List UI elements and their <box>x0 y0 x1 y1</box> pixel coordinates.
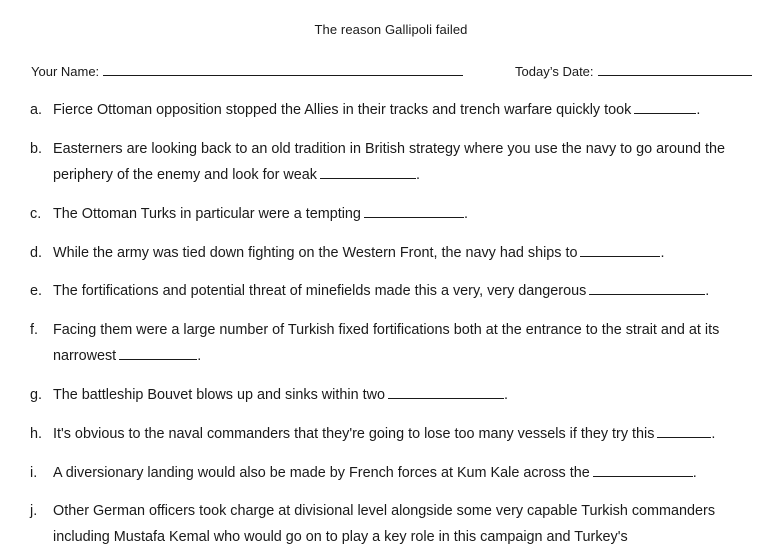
question-label: b. <box>30 141 43 157</box>
question-i <box>30 460 758 486</box>
answer-blank[interactable] <box>593 462 693 477</box>
question-f <box>30 317 758 369</box>
question-text: The fortifications and potential threat of minefields made this a very, very dangerous <box>53 283 587 299</box>
question-text: Other German officers took charge at divisional level alongside some very capable Turkish commanders including Mustafa Kemal who would go on to play a key role in this campaign and Turkey's <box>53 503 716 545</box>
question-end: . <box>660 245 665 261</box>
question-c <box>30 201 758 227</box>
answer-blank[interactable] <box>364 203 464 218</box>
date-blank-line[interactable] <box>598 63 752 76</box>
question-label: d. <box>30 245 43 261</box>
worksheet-title: The reason Gallipoli failed <box>314 22 468 37</box>
question-text: Easterners are looking back to an old tradition in British strategy where you use the navy to go around the periphery of the enemy and look for weak <box>53 141 725 183</box>
question-label: i. <box>30 465 38 481</box>
question-text: Facing them were a large number of Turkish fixed fortifications both at the entrance to the strait and at its narrowest <box>53 322 720 364</box>
question-h <box>30 421 758 447</box>
answer-blank[interactable] <box>119 345 197 360</box>
question-g <box>30 382 758 408</box>
question-end: . <box>696 102 701 118</box>
question-label: g. <box>30 387 43 403</box>
question-end: . <box>463 206 468 222</box>
question-end: . <box>415 167 420 183</box>
answer-blank[interactable] <box>320 164 416 179</box>
question-a <box>30 97 758 123</box>
question-j <box>30 498 758 550</box>
question-text: While the army was tied down fighting on the Western Front, the navy had ships to <box>53 245 578 261</box>
question-text: A diversionary landing would also be made by French forces at Kum Kale across the <box>53 465 590 481</box>
name-field <box>31 63 463 79</box>
answer-blank[interactable] <box>657 423 711 438</box>
date-field <box>515 63 752 79</box>
question-end: . <box>711 426 716 442</box>
question-label: j. <box>30 503 38 519</box>
question-end: . <box>503 387 508 403</box>
question-b <box>30 136 758 188</box>
answer-blank[interactable] <box>589 280 705 295</box>
question-e <box>30 278 758 304</box>
answer-blank[interactable] <box>634 99 696 114</box>
answer-blank[interactable] <box>388 384 504 399</box>
question-label: a. <box>30 102 43 118</box>
date-label: Today’s Date: <box>515 64 594 79</box>
name-label: Your Name: <box>31 64 100 79</box>
question-label: f. <box>30 322 38 338</box>
question-end: . <box>197 348 202 364</box>
question-text: It's obvious to the naval commanders that they're going to lose too many vessels if they try this <box>53 426 655 442</box>
answer-blank[interactable] <box>580 242 660 257</box>
question-label: h. <box>30 426 43 442</box>
question-d <box>30 240 758 266</box>
question-text: Fierce Ottoman opposition stopped the Allies in their tracks and trench warfare quickly took <box>53 102 632 118</box>
name-blank-line[interactable] <box>103 63 463 76</box>
question-text: The Ottoman Turks in particular were a tempting <box>53 206 361 222</box>
question-label: c. <box>30 206 42 222</box>
question-end: . <box>692 465 697 481</box>
question-end: . <box>705 283 710 299</box>
question-text: The battleship Bouvet blows up and sinks within two <box>53 387 385 403</box>
question-label: e. <box>30 283 43 299</box>
